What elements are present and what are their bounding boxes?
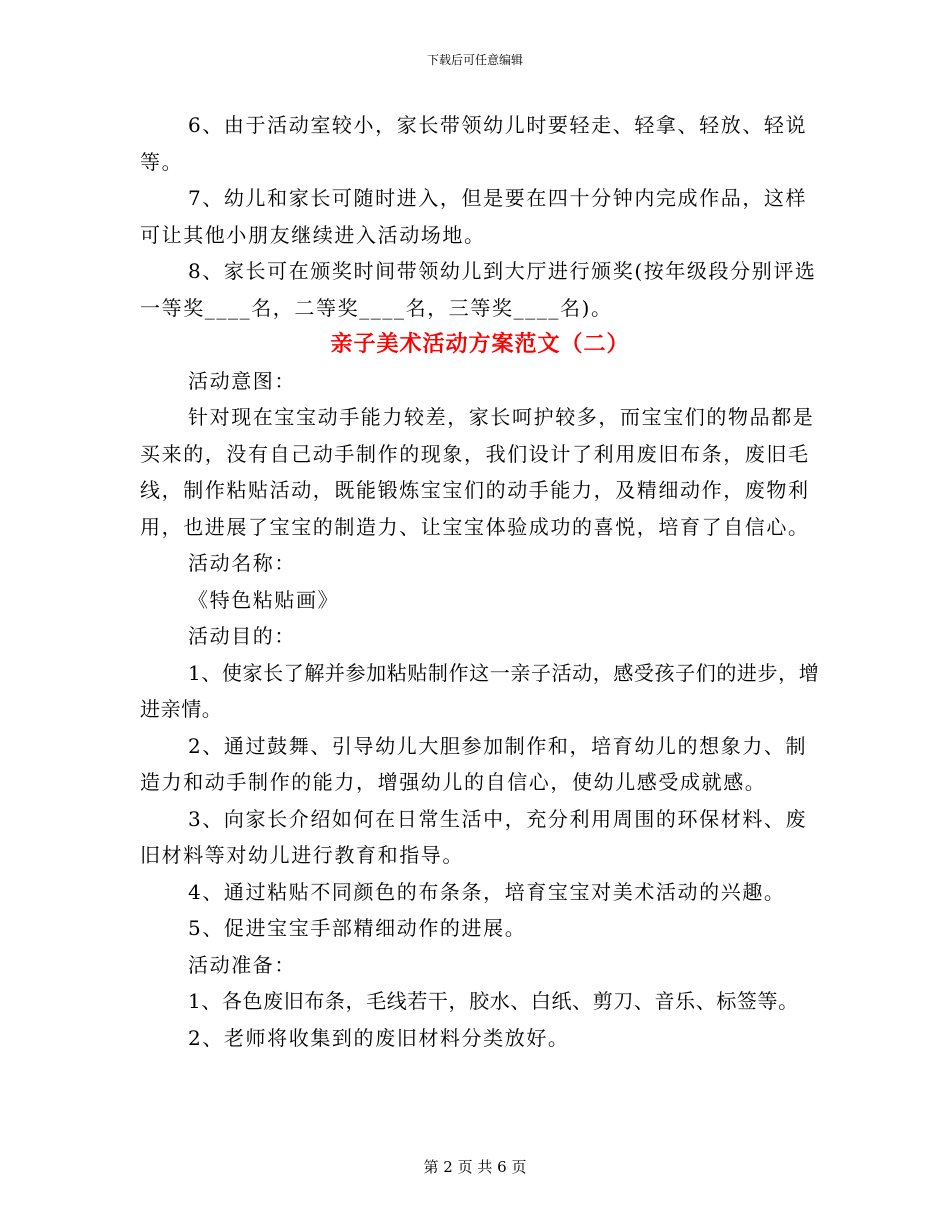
goal-item-5: 5、促进宝宝手部精细动作的进展。 (188, 916, 527, 940)
goal-item-4: 4、通过粘贴不同颜色的布条条，培育宝宝对美术活动的兴趣。 (188, 879, 786, 904)
heading-activity-goals: 活动目的： (188, 624, 296, 648)
heading-activity-intent: 活动意图： (188, 368, 296, 393)
prep-item-1: 1、各色废旧布条，毛线若干，胶水、白纸、剪刀、音乐、标签等。 (188, 989, 799, 1013)
goal-item-3: 3、向家长介绍如何在日常生活中，充分利用周围的环保材料、废旧材料等对幼儿进行教育和指导。 (140, 806, 808, 867)
section-title: 亲子美术活动方案范文（二） (330, 331, 630, 357)
activity-name: 《特色粘贴画》 (188, 587, 340, 612)
goal-item-1: 1、使家长了解并参加粘贴制作这一亲子活动，感受孩子们的进步，增进亲情。 (140, 660, 820, 721)
paragraph-item-6: 6、由于活动室较小，家长带领幼儿时要轻走、轻拿、轻放、轻说等。 (140, 113, 808, 174)
header-note: 下载后可任意编辑 (426, 53, 523, 67)
prep-item-2: 2、老师将收集到的废旧材料分类放好。 (188, 1025, 570, 1050)
heading-activity-name: 活动名称： (188, 551, 296, 575)
goal-item-2: 2、通过鼓舞、引导幼儿大胆参加制作和，培育幼儿的想象力、制造力和动手制作的能力，增强幼儿的自信心，使幼儿感受成就感。 (140, 733, 808, 794)
paragraph-item-7: 7、幼儿和家长可随时进入，但是要在四十分钟内完成作品，这样可让其他小朋友继续进入活动场地。 (140, 186, 808, 247)
document-body (140, 107, 820, 1056)
heading-activity-prep: 活动准备： (188, 952, 296, 977)
paragraph-item-8: 8、家长可在颁奖时间带领幼儿到大厅进行颁奖(按年级段分别评选一等奖____名，二等奖____名，三等奖____名)。 (140, 259, 817, 320)
page-number: 第 2 页 共 6 页 (423, 1158, 527, 1176)
paragraph-activity-intent: 针对现在宝宝动手能力较差，家长呵护较多，而宝宝们的物品都是买来的，没有自己动手制作的现象，我们设计了利用废旧布条，废旧毛线，制作粘贴活动，既能锻炼宝宝们的动手能力，及精细动作，废物利用，也进展了宝宝的制造力、让宝宝体验成功的喜悦，培育了自信心。 (140, 405, 815, 539)
